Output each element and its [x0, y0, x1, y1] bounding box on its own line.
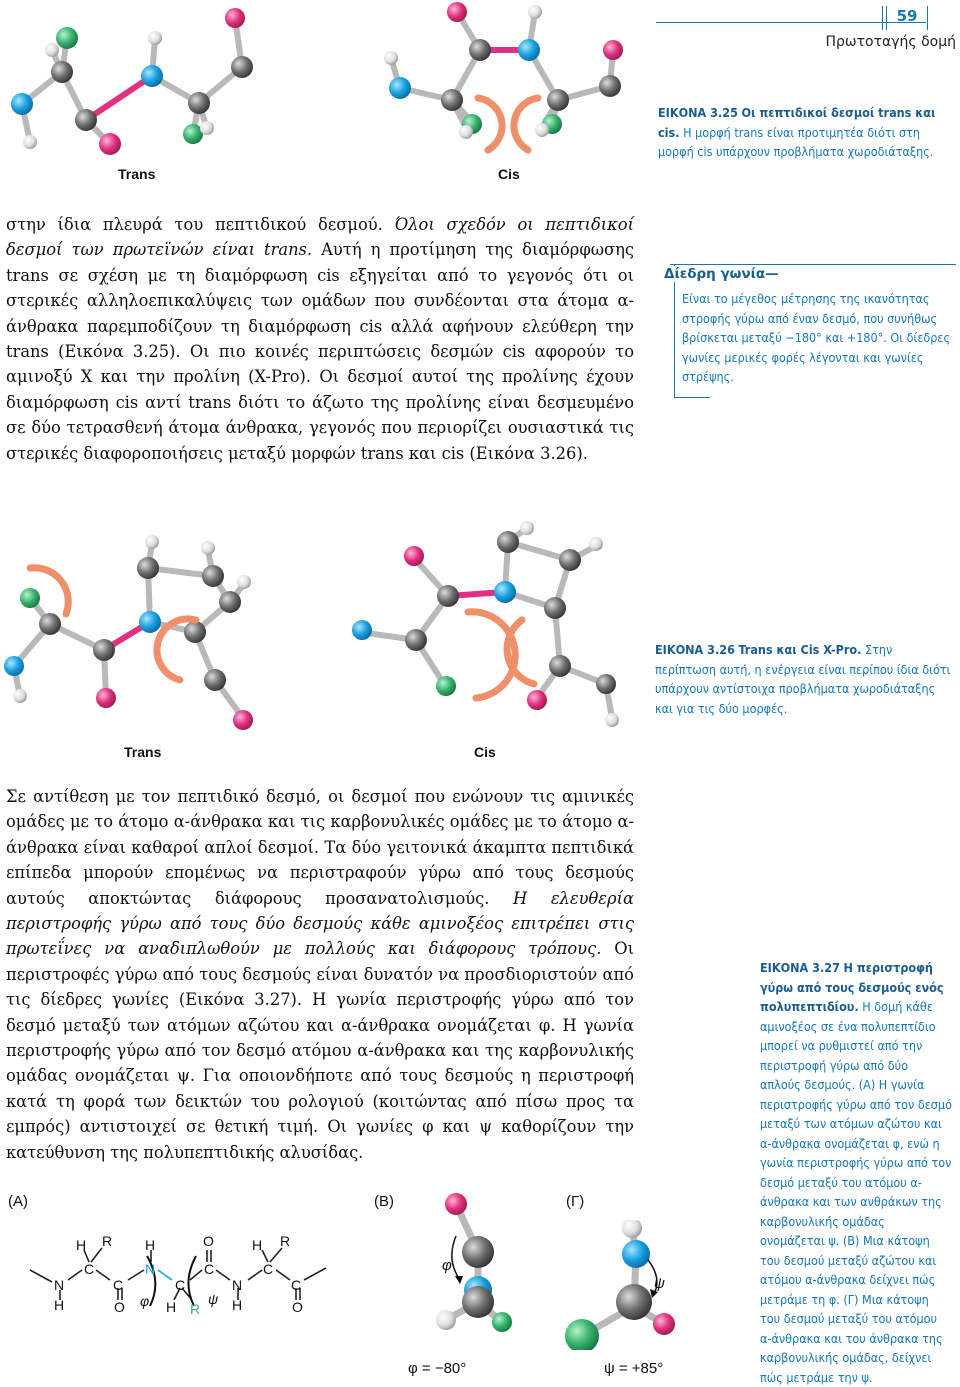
fig327-caption: [760, 958, 952, 1387]
cis-xpro-strain-arcs: [468, 612, 534, 698]
psi-value: ψ = +85°: [604, 1360, 664, 1377]
definition-box-left-rule: [674, 264, 675, 398]
fig327-panel-g-model: [560, 1220, 680, 1350]
phi-value: φ = −80°: [408, 1360, 467, 1377]
body-paragraph-2: [6, 784, 634, 1165]
fig326-caption-text: Στην περίπτωση αυτή, η ενέργεια είναι περίπου ίδια διότι υπάρχουν αντίστοιχα προβλήματα χωροδιάταξης και για τις δύο μορφές.: [655, 642, 951, 716]
para2-text-a: Σε αντίθεση με τον πεπτιδικό δεσμό, οι δεσμοί που ενώνουν τις αμινικές ομάδες με το άτομο α-άνθρακα και τις καρβονυλικές ομάδες με το άτομο α-άνθρακα είναι καθαροί απλοί δεσμοί. Τα δύο γειτονικά άκαμπτα πεπτιδικά επίπεδα μπορούν επομένως να περιστραφούν γύρω από τους δεσμούς αυτούς αποκτώντας διάφορους προσανατολισμούς.: [6, 787, 634, 908]
atom-r1: R: [102, 1233, 113, 1249]
para1-text-a: στην ίδια πλευρά του πεπτιδικού δεσμού.: [6, 215, 383, 234]
atom-h1: H: [76, 1237, 87, 1253]
atom-n3: N: [232, 1277, 243, 1293]
fig327-caption-text: Η δομή κάθε αμινοξέος σε ένα πολυπεπτίδιο μπορεί να ρυθμιστεί από την περιστροφή γύρω από δύο απλούς δεσμούς. (A) Η γωνία περιστροφής γύρω από τον δεσμό μεταξύ των ατόμων αζώτου και α-άνθρακα ονομάζεται φ, ενώ η γωνία περιστροφής γύρω από τον δεσμό μεταξύ του ατόμου α-άνθρακα και των ανθράκων της καρβονυλικής ομάδας ονομάζεται ψ. (Β) Μια κάτοψη του δεσμού μεταξύ αζώτου και ατόμου α-άνθρακα δείχνει πώς μετράμε τη φ. (Γ) Μια κάτοψη του δεσμού μεταξύ του ατόμου α-άνθρακα και του άνθρακα της καρβονυλικής ομάδας, δείχνει πώς μετράμε την ψ.: [760, 999, 952, 1385]
header-tick: [882, 6, 883, 30]
atom-labels: [54, 1233, 303, 1317]
atom-c2: C: [113, 1277, 124, 1293]
phi-arrowhead: [455, 1276, 463, 1284]
body-paragraph-1: [6, 212, 634, 466]
fig325-caption-title: Οι πεπτιδικοί δεσμοί trans και cis.: [658, 105, 936, 140]
phi-symbol: φ: [442, 1257, 452, 1274]
atom-c1: C: [84, 1261, 95, 1277]
atom-h5: H: [232, 1297, 243, 1313]
page-number: 59: [896, 7, 918, 25]
running-title: Πρωτοταγής δομή: [825, 34, 956, 50]
atom-o2: O: [203, 1233, 214, 1249]
atom-r3: R: [280, 1233, 291, 1249]
atom-h4: H: [166, 1299, 177, 1315]
phi-arrow: [452, 1236, 460, 1280]
atom-n1: N: [54, 1277, 65, 1293]
atom-r2: R: [190, 1301, 201, 1317]
page-header: [652, 0, 960, 60]
definition-box-top-rule: [670, 264, 956, 265]
fig326-label-trans: Trans: [124, 744, 162, 760]
fig327-panel-g-label: (Γ): [566, 1193, 585, 1210]
para2-italic: Η ελευθερία περιστροφής γύρω από τους δύο δεσμούς κάθε αμινοξέος επιτρέπει στις πρωτεΐνες να αναδιπλωθούν με πολλούς και διάφορους τρόπους.: [6, 888, 634, 959]
definition-box-bottom-rule: [674, 397, 710, 398]
fig326-caption-title: Trans και Cis X-Pro.: [738, 642, 862, 657]
figure-3-25-molecules: [0, 0, 640, 200]
psi-symbol: ψ: [654, 1275, 665, 1292]
fig327-panel-a-structure: [0, 1220, 350, 1330]
fig325-label-cis: Cis: [498, 166, 520, 182]
definition-text: Είναι το μέγεθος μέτρησης της ικανότητας στροφής γύρω από έναν δεσμό, που συνήθως βρίσκεται μεταξύ −180° και +180°. Οι δίεδρες γωνίες μερικές φορές λέγονται και γωνίες στρέψης.: [682, 291, 951, 384]
fig325-caption-label: ΕΙΚΟΝΑ 3.25: [658, 105, 738, 120]
atom-h2: H: [54, 1297, 65, 1313]
fig325-caption: [658, 103, 954, 162]
atom-c3: C: [175, 1277, 186, 1293]
fig325-caption-text: Η μορφή trans είναι προτιμητέα διότι στη μορφή cis υπάρχουν προβλήματα χωροδιάταξης.: [658, 124, 934, 159]
atom-h6: H: [252, 1237, 263, 1253]
atom-n2: N: [145, 1261, 156, 1277]
para1-italic: Όλοι σχεδόν οι πεπτιδικοί δεσμοί των πρωτεϊνών είναι trans.: [6, 215, 634, 260]
fig327-panel-a-label: (A): [8, 1193, 28, 1210]
figure-3-26-molecules: [0, 520, 640, 770]
definition-term: Δίεδρη γωνία—: [660, 266, 783, 282]
fig327-panel-b-model: [360, 1190, 520, 1350]
atom-o1: O: [114, 1299, 125, 1315]
cis-strain-arcs: [478, 98, 538, 150]
atom-h3: H: [145, 1237, 156, 1253]
psi-label: ψ: [208, 1291, 219, 1307]
atom-c5: C: [263, 1261, 274, 1277]
phi-label: φ: [140, 1293, 150, 1309]
fig326-caption: [655, 640, 951, 718]
atom-c6: C: [291, 1277, 302, 1293]
atom-o3: O: [292, 1299, 303, 1315]
fig326-label-cis: Cis: [474, 744, 496, 760]
fig327-panel-b-label: (B): [374, 1193, 394, 1210]
fig327-caption-title: Η περιστροφή γύρω από τους δεσμούς ενός πολυπεπτιδίου.: [760, 960, 944, 1014]
definition-box: [664, 256, 956, 398]
para2-text-b: Οι περιστροφές γύρω από τους δεσμούς είναι δυνατόν να προσδιοριστούν από τις δίεδρες γωνίες (Εικόνα 3.27). Η γωνία περιστροφής γύρω από τον δεσμό μεταξύ των ατόμων αζώτου και α-άνθρακα ονομάζεται φ. Η γωνία περιστροφής γύρω από τον δεσμό ατόμου α-άνθρακα και της καρβονυλικής ομάδας ονομάζεται ψ. Για οποιονδήποτε από τους δεσμούς η περιστροφή κατά τη φορά των δεικτών του ρολογιού (κοιτώντας από πίσω προς τα εμπρός) αντιστοιχεί σε θετική τιμή. Οι γωνίες φ και ψ καθορίζουν την κατεύθυνση της πολυπεπτιδικής αλυσίδας.: [6, 939, 634, 1162]
fig327-caption-label: ΕΙΚΟΝΑ 3.27: [760, 960, 840, 975]
atom-c4: C: [204, 1261, 215, 1277]
para1-text-b: Αυτή η προτίμηση της διαμόρφωσης trans σε σχέση με τη διαμόρφωση cis εξηγείται από το γεγονός ότι οι στερικές αλληλοεπικαλύψεις των ομάδων που συνδέονται στα άτομα α-άνθρακα παρεμποδίζουν τη διαμόρφωση cis αλλά αφήνουν ελεύθερη την trans (Εικόνα 3.25). Οι πιο κοινές περιπτώσεις δεσμών cis αφορούν το αμινοξύ X και την προλίνη (X-Pro). Οι δεσμοί αυτοί της προλίνης έχουν διαμόρφωση cis αντί trans διότι το άζωτο της προλίνης είναι δεσμευμένο σε δύο τετρασθενή άτομα άνθρακα, γεγονός που περιορίζει ουσιαστικά τις στερικές διαφοροποιήσεις μεταξύ μορφών trans και cis (Εικόνα 3.26).: [6, 240, 634, 463]
cis-peptide-model: [391, 12, 613, 128]
fig326-caption-label: ΕΙΚΟΝΑ 3.26: [655, 642, 735, 657]
fig325-label-trans: Trans: [118, 166, 156, 182]
